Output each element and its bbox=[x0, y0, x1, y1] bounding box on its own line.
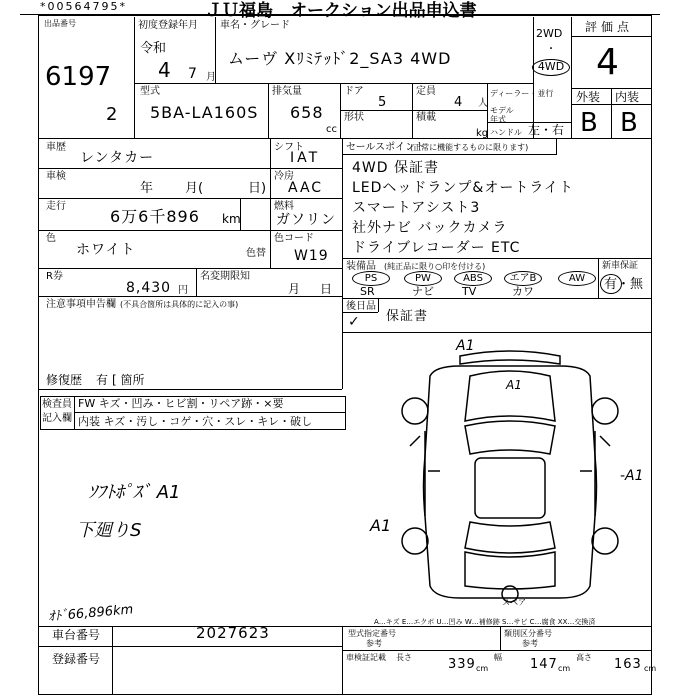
damage-mark-left: A1 bbox=[370, 516, 392, 535]
equipment-item-circled: ABS bbox=[454, 271, 492, 286]
equipment-item-circled: PW bbox=[404, 271, 442, 286]
inspection-month-unit: 月( bbox=[185, 181, 204, 196]
fuel-label: 燃料 bbox=[274, 201, 294, 212]
equipment-item-label: TV bbox=[462, 285, 477, 298]
accessories-value: 保証書 bbox=[386, 309, 429, 324]
knowledge-day-unit: 日 bbox=[320, 282, 333, 296]
load-unit: kg bbox=[476, 128, 489, 139]
notes-label: 注意事項申告欄 bbox=[46, 299, 116, 310]
color-code-value: W19 bbox=[294, 248, 329, 264]
new-car-warranty-circle bbox=[600, 274, 622, 294]
damage-mark-front: A1 bbox=[456, 338, 475, 354]
inspector-label-1: 検査員 bbox=[42, 399, 72, 410]
lot-number: 6197 bbox=[45, 62, 112, 92]
equipment-item-label: SR bbox=[360, 285, 375, 298]
model-label: 型式 bbox=[140, 86, 160, 97]
inspector-box bbox=[40, 396, 346, 430]
damage-mark-right: -A1 bbox=[620, 468, 644, 484]
shift-label: シフト bbox=[274, 142, 304, 153]
accessories-check-mark: ✓ bbox=[348, 314, 360, 330]
load-label: 積載 bbox=[416, 112, 436, 123]
color-code-label: 色コード bbox=[274, 233, 314, 244]
new-car-warranty-value: 有・無 bbox=[604, 277, 644, 292]
form-title: ＪＵ福島 オークション出品申込書 bbox=[205, 1, 477, 21]
car-name-label: 車名・グレード bbox=[220, 20, 290, 31]
sales-point-line: LEDヘッドランプ&オートライト bbox=[352, 180, 574, 196]
repair-unit: [ 箇所 bbox=[112, 373, 145, 387]
sales-points-sub: (正常に機能するものに限ります) bbox=[410, 143, 529, 152]
height-unit: cm bbox=[644, 664, 657, 673]
damage-mark-hood: A1 bbox=[506, 378, 522, 392]
shape-label: 形状 bbox=[344, 112, 364, 123]
displacement-unit: cc bbox=[326, 124, 337, 135]
equipment-label: 装備品 bbox=[346, 261, 376, 272]
handle-label: ハンドル bbox=[490, 128, 522, 137]
diagram-legend: A…キズ E…エクボ U…凹み W…補修跡 S…サビ C…腐食 XX…交換済 bbox=[374, 618, 596, 626]
fuel-value: ガソリン bbox=[276, 212, 336, 228]
type-cert-label: 型式指定番号 bbox=[348, 629, 396, 638]
aircon-label: 冷房 bbox=[274, 171, 294, 182]
registration-month: 7 bbox=[188, 66, 198, 82]
handwritten-note-1: ｿﾌﾄﾎﾟｽﾞ A1 bbox=[88, 482, 181, 503]
equipment-item-label: ナビ bbox=[412, 285, 434, 298]
doors-label: ドア bbox=[344, 86, 364, 97]
model-value: 5BA-LA160S bbox=[150, 103, 259, 122]
equipment-item-label: カワ bbox=[512, 285, 534, 298]
class-cert-label: 類別区分番号 bbox=[504, 629, 552, 638]
dealer-label: ディーラー・並行 bbox=[490, 89, 554, 98]
equipment-item-circled: PS bbox=[352, 271, 390, 286]
drive-2wd: 2WD bbox=[536, 27, 563, 40]
lot-suffix: 2 bbox=[106, 104, 118, 125]
equipment-item-circled: エアB bbox=[504, 271, 542, 286]
history-value: レンタカー bbox=[80, 150, 155, 166]
inspection-label: 車検 bbox=[46, 171, 66, 182]
recycle-unit: 円 bbox=[178, 285, 188, 296]
sales-point-line: ドライブレコーダー ETC bbox=[352, 240, 521, 256]
height-label: 高さ bbox=[576, 653, 592, 662]
spare-label: スペア bbox=[502, 598, 526, 607]
repair-label: 修復歴 bbox=[46, 373, 83, 387]
score-label: 評価点 bbox=[585, 20, 634, 34]
mileage-value: 6万6千896 bbox=[110, 207, 200, 226]
width-label: 幅 bbox=[494, 653, 502, 662]
width-unit: cm bbox=[558, 664, 571, 673]
sales-points-label: セールスポイント bbox=[346, 142, 426, 153]
inspection-year-unit: 年 bbox=[140, 181, 154, 196]
mileage-label: 走行 bbox=[46, 201, 66, 212]
equipment-sub: (純正品に限り○印を付ける) bbox=[384, 262, 486, 271]
repair-value: 有 bbox=[96, 373, 109, 387]
displacement-value: 658 bbox=[290, 103, 324, 122]
dimensions-label: 車検証記載 bbox=[346, 653, 386, 662]
length-value: 339 bbox=[448, 657, 476, 672]
capacity-value: 4 bbox=[454, 95, 464, 110]
knowledge-label: 名変期限知 bbox=[200, 271, 250, 282]
displacement-label: 排気量 bbox=[272, 86, 302, 97]
length-label: 長さ bbox=[396, 653, 412, 662]
drive-dot: ・ bbox=[546, 44, 556, 55]
score-value: 4 bbox=[596, 42, 619, 83]
length-unit: cm bbox=[476, 664, 489, 673]
equipment-item-circled: AW bbox=[558, 271, 596, 286]
interior-score: B bbox=[620, 108, 638, 138]
handwritten-note-3: ｵﾄﾞ66,896km bbox=[47, 602, 134, 625]
handwritten-note-2: 下廻りS bbox=[76, 520, 142, 541]
new-car-warranty-label: 新車保証 bbox=[602, 261, 639, 271]
notes-sub: (不具合箇所は具体的に記入の事) bbox=[120, 300, 239, 309]
accessories-label: 後日品 bbox=[346, 301, 376, 312]
plate-label: 登録番号 bbox=[52, 652, 101, 666]
width-value: 147 bbox=[530, 657, 558, 672]
height-value: 163 bbox=[614, 657, 642, 672]
sales-point-line: スマートアシスト3 bbox=[352, 200, 481, 216]
registration-month-unit: 月 bbox=[206, 72, 216, 83]
recycle-value: 8,430 bbox=[126, 280, 172, 296]
recycle-label: R券 bbox=[46, 271, 63, 282]
exterior-label: 外装 bbox=[576, 90, 601, 104]
class-cert-sub: 参考 bbox=[522, 639, 538, 648]
color-change-label: 色替 bbox=[246, 248, 266, 259]
capacity-label: 定員 bbox=[416, 86, 436, 97]
registration-label: 初度登録年月 bbox=[138, 20, 198, 31]
form-code-label: 出品番号 bbox=[44, 19, 76, 28]
barcode-text: *00564795* bbox=[40, 0, 127, 13]
exterior-score: B bbox=[580, 108, 598, 138]
inspector-row-1: FW キズ・凹み・ヒビ割・リペア跡・×要 bbox=[78, 397, 284, 410]
shift-value: IAT bbox=[290, 150, 321, 166]
history-label: 車歴 bbox=[46, 142, 66, 153]
color-label: 色 bbox=[46, 233, 56, 244]
inspector-row-2: 内装 キズ・汚し・コゲ・穴・スレ・キレ・破し bbox=[78, 415, 313, 428]
knowledge-month-unit: 月 bbox=[288, 282, 301, 296]
sales-point-line: 4WD 保証書 bbox=[352, 160, 439, 176]
vehicle-number-label: 車台番号 bbox=[52, 628, 101, 642]
sales-point-line: 社外ナビ バックカメラ bbox=[352, 220, 508, 236]
model-year-label: モデル 年式 bbox=[490, 106, 514, 124]
drive-4wd-circled: 4WD bbox=[532, 59, 570, 76]
type-cert-sub: 参考 bbox=[366, 639, 382, 648]
interior-label: 内装 bbox=[615, 90, 640, 104]
aircon-value: AAC bbox=[288, 180, 324, 196]
capacity-unit: 人 bbox=[478, 98, 488, 109]
vehicle-number-value: 2027623 bbox=[196, 624, 270, 642]
doors-value: 5 bbox=[378, 95, 388, 110]
mileage-unit: km bbox=[222, 212, 241, 226]
inspector-label-2: 記入欄 bbox=[42, 413, 72, 424]
handle-value: 左・右 bbox=[528, 123, 565, 137]
car-name-value: ムーヴ Xﾘﾐﾃｯﾄﾞ2_SA3 4WD bbox=[228, 49, 452, 68]
inspection-day-unit: 日) bbox=[248, 181, 267, 196]
registration-era: 令和 bbox=[140, 41, 167, 56]
registration-year: 4 bbox=[158, 58, 172, 82]
color-value: ホワイト bbox=[76, 242, 136, 258]
sales-points-list bbox=[352, 158, 642, 258]
